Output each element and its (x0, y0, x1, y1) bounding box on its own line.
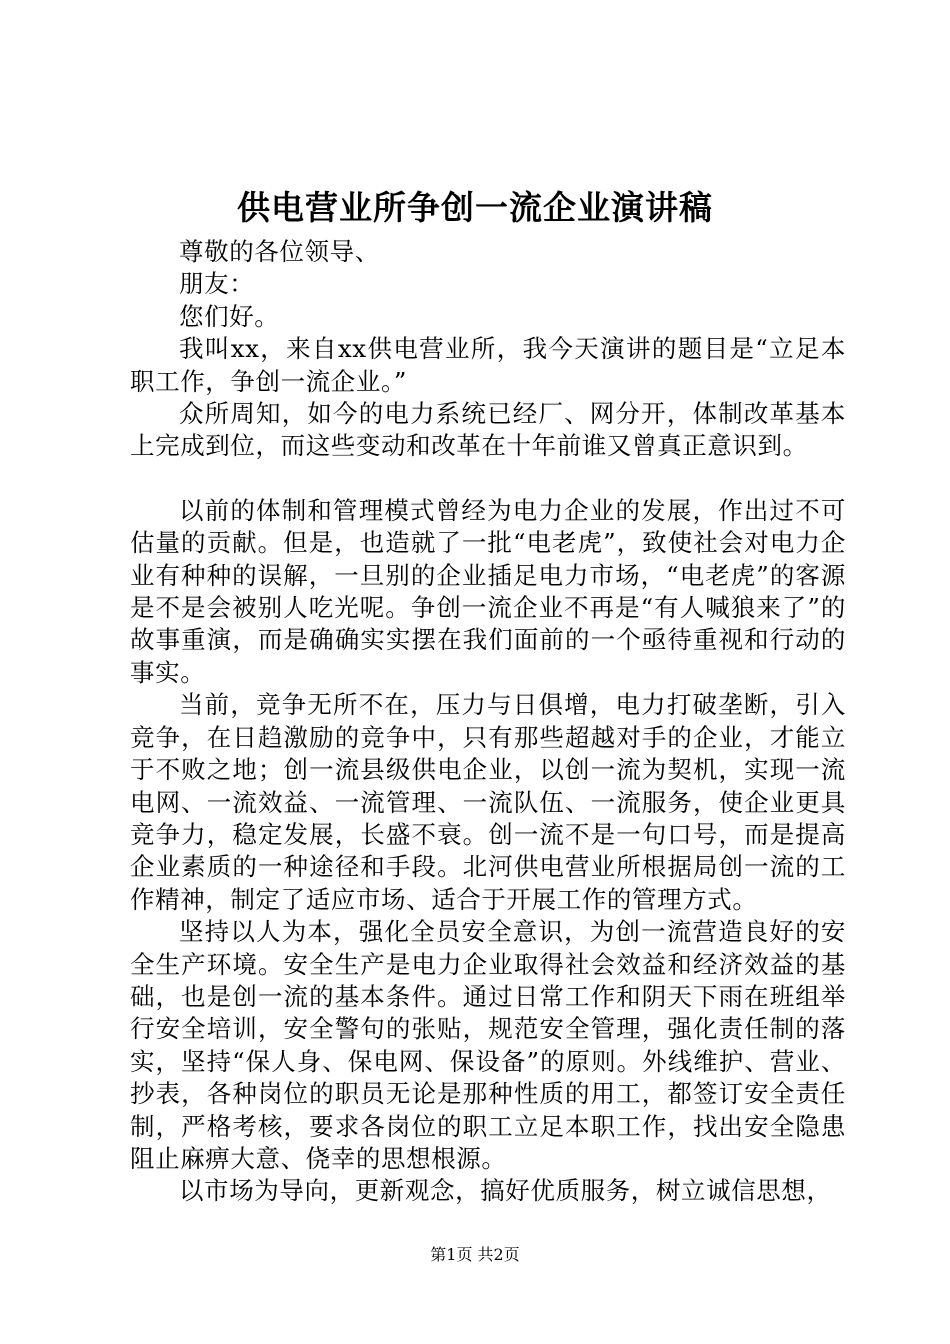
paragraph-safety: 坚持以人为本，强化全员安全意识，为创一流营造良好的安全生产环境。安全生产是电力企业取得社会效益和经济效益的基础，也是创一流的基本条件。通过日常工作和阴天下雨在班组举行安全培训，安全警句的张贴，规范安全管理，强化责任制的落实，坚持“保人身、保电网、保设备”的原则。外线维护、营业、抄表，各种岗位的职员无论是那种性质的用工，都签订安全责任制，严格考核，要求各岗位的职工立足本职工作，找出安全隐患阻止麻痹大意、侥幸的思想根源。 (130, 917, 846, 1173)
paragraph-spacer (130, 463, 846, 495)
paragraph-salutation-2: 朋友： (179, 269, 255, 299)
paragraph-market: 以市场为导向，更新观念，搞好优质服务，树立诚信思想， (179, 1176, 832, 1206)
paragraph-competition: 当前，竞争无所不在，压力与日俱增，电力打破垄断，引入竞争，在日趋激励的竞争中，只有那些超越对手的企业，才能立于不败之地；创一流县级供电企业，以创一流为契机，实现一流电网、一流效益、一流管理、一流队伍、一流服务，使企业更具竞争力，稳定发展，长盛不衰。创一流不是一句口号，而是提高企业素质的一种途径和手段。北河供电营业所根据局创一流的工作精神，制定了适应市场、适合于开展工作的管理方式。 (130, 690, 846, 914)
paragraph-reform: 众所周知，如今的电力系统已经厂、网分开，体制改革基本上完成到位，而这些变动和改革在十年前谁又曾真正意识到。 (130, 399, 846, 461)
document-body (130, 236, 846, 1208)
paragraph-greeting: 您们好。 (179, 301, 280, 331)
paragraph-history: 以前的体制和管理模式曾经为电力企业的发展，作出过不可估量的贡献。但是，也造就了一批“电老虎”，致使社会对电力企业有种种的误解，一旦别的企业插足电力市场，“电老虎”的客源是不是会被别人吃光呢。争创一流企业不再是“有人喊狼来了”的故事重演，而是确确实实摆在我们面前的一个亟待重视和行动的事实。 (130, 495, 846, 687)
paragraph-introduction: 我叫xx，来自xx供电营业所，我今天演讲的题目是“立足本职工作，争创一流企业。” (130, 334, 846, 396)
document-title: 供电营业所争创一流企业演讲稿 (237, 188, 713, 227)
page-footer: 第1页 共2页 (430, 1245, 520, 1264)
paragraph-salutation-1: 尊敬的各位领导、 (179, 237, 380, 266)
